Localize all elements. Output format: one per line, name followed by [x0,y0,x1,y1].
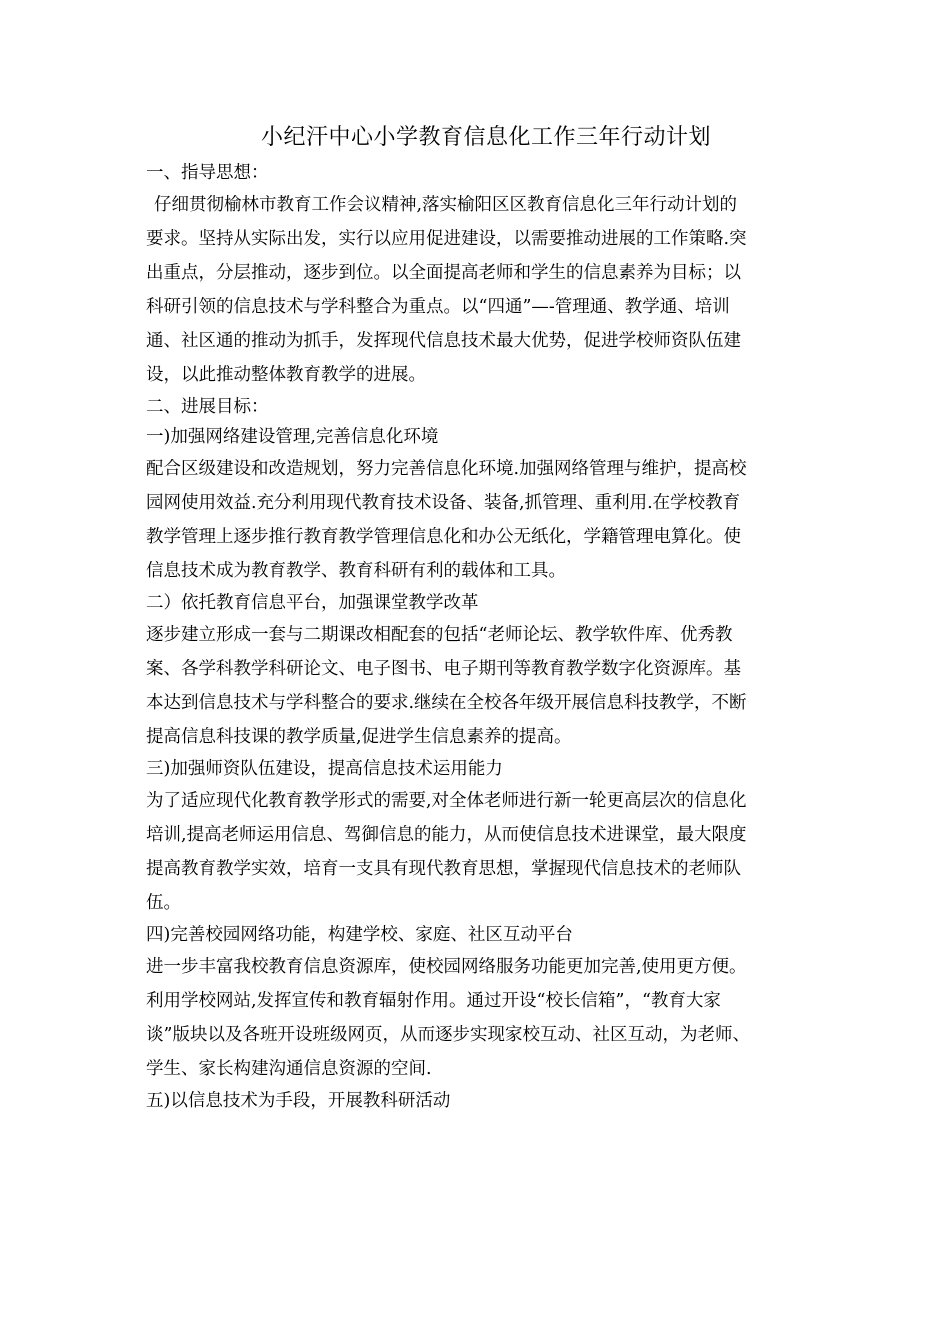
paragraph-line: 提高信息科技课的教学质量,促进学生信息素养的提高。 [146,727,572,747]
paragraph-line: 本达到信息技术与学科整合的要求.继续在全校各年级开展信息科技教学，不断 [146,693,747,713]
paragraph-line: 提高教育教学实效，培育一支具有现代教育思想，掌握现代信息技术的老师队 [146,859,741,879]
paragraph-line: 要求。坚持从实际出发，实行以应用促进建设，以需要推动进展的工作策略.突 [146,229,747,249]
section-heading: 一)加强网络建设管理,完善信息化环境 [146,427,439,447]
paragraph-line: 培训,提高老师运用信息、驾御信息的能力，从而使信息技术进课堂，最大限度 [146,825,747,845]
section-heading: 四)完善校园网络功能，构建学校、家庭、社区互动平台 [146,925,573,945]
paragraph-line: 通、社区通的推动为抓手，发挥现代信息技术最大优势，促进学校师资队伍建 [146,331,741,351]
section-heading: 二、进展目标： [146,397,269,417]
paragraph-line: 学生、家长构建沟通信息资源的空间. [146,1059,432,1079]
document-body [146,158,826,1116]
paragraph-line: 伍。 [146,893,181,913]
section-heading: 二）依托教育信息平台，加强课堂教学改革 [146,593,479,613]
paragraph-line: 设，以此推动整体教育教学的进展。 [146,365,426,385]
paragraph-line: 仔细贯彻榆林市教育工作会议精神,落实榆阳区区教育信息化三年行动计划的 [154,195,738,215]
document-title: 小纪汗中心小学教育信息化工作三年行动计划 [260,125,711,150]
paragraph-line: 信息技术成为教育教学、教育科研有利的载体和工具。 [146,561,566,581]
paragraph-line: 出重点，分层推动，逐步到位。以全面提高老师和学生的信息素养为目标；以 [146,263,741,283]
paragraph-line: 进一步丰富我校教育信息资源库，使校园网络服务功能更加完善,使用更方便。 [146,957,747,977]
paragraph-line: 科研引领的信息技术与学科整合为重点。以“四通”—-管理通、教学通、培训 [146,297,730,317]
section-heading: 五)以信息技术为手段，开展教科研活动 [146,1091,451,1111]
section-heading: 三)加强师资队伍建设，提高信息技术运用能力 [146,759,503,779]
paragraph-line: 谈”版块以及各班开设班级网页，从而逐步实现家校互动、社区互动，为老师、 [146,1025,750,1045]
document-page [146,118,826,1116]
paragraph-line: 为了适应现代化教育教学形式的需要,对全体老师进行新一轮更高层次的信息化 [146,791,747,811]
paragraph-line: 配合区级建设和改造规划，努力完善信息化环境.加强网络管理与维护，提高校 [146,459,747,479]
paragraph-line: 教学管理上逐步推行教育教学管理信息化和办公无纸化，学籍管理电算化。使 [146,527,741,547]
paragraph-line: 案、各学科教学科研论文、电子图书、电子期刊等教育教学数字化资源库。基 [146,659,741,679]
paragraph-line: 逐步建立形成一套与二期课改相配套的包括“老师论坛、教学软件库、优秀教 [146,625,733,645]
paragraph-line: 利用学校网站,发挥宣传和教育辐射作用。通过开设“校长信箱”，“教育大家 [146,991,721,1011]
paragraph-line: 园网使用效益.充分利用现代教育技术设备、装备,抓管理、重利用.在学校教育 [146,493,741,513]
section-heading: 一、指导思想： [146,163,269,183]
